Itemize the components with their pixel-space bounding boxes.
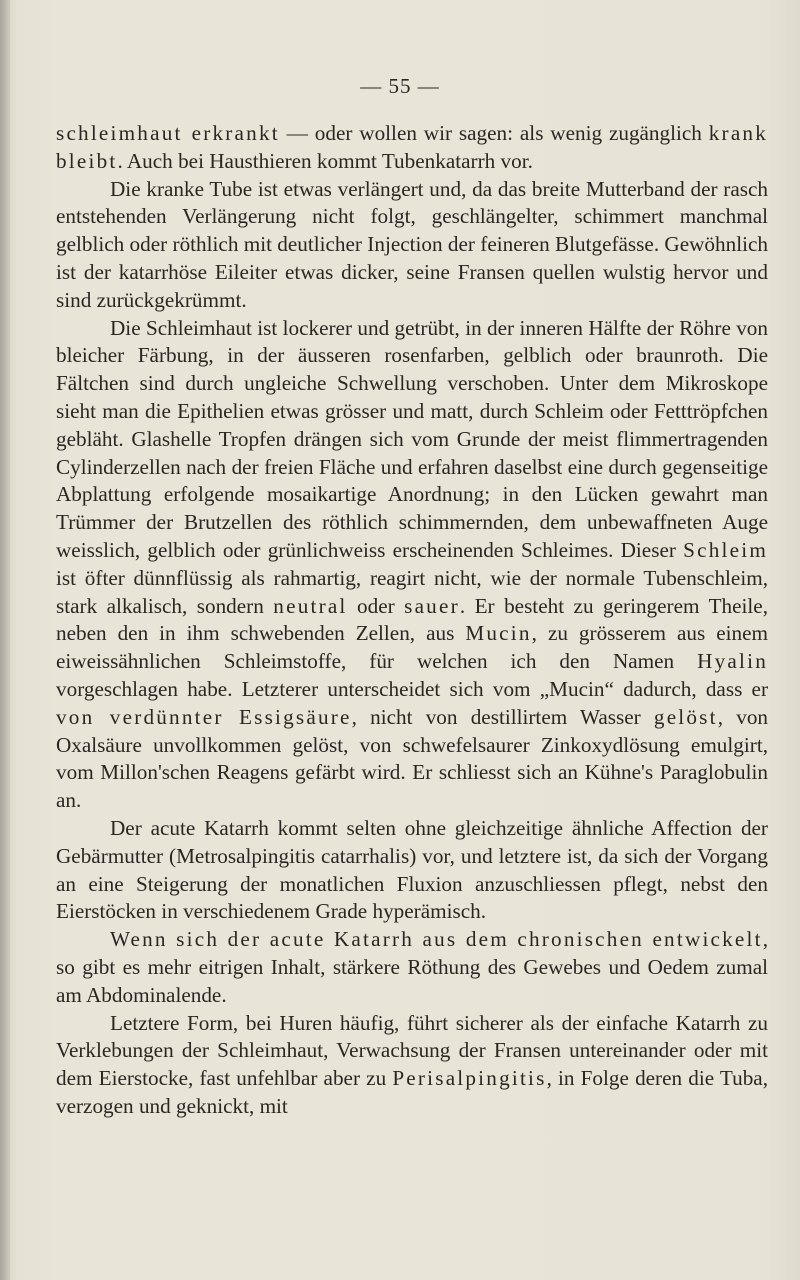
body-text (56, 120, 768, 1121)
emphasized-text: gelöst (653, 704, 718, 729)
text-segment: Der acute Katarrh kommt selten ohne gleichzeitige ähnliche Affection der Gebärmutter (Metrosalpingitis catarrhalis) vor, und letztere ist, da sich der Vorgang an eine Steigerung der monatlichen Fluxion anzuschliessen pflegt, nebst den Eierstöcken in verschiedenem Grade hyperämisch. (56, 815, 768, 924)
text-segment: , so gibt es mehr eitrigen Inhalt, stärkere Röthung des Gewebes und Oedem zumal am Abdominalende. (56, 927, 768, 1007)
emphasized-text: neutral (273, 593, 348, 618)
text-segment: , zu grösserem aus einem eiweissähnlichen Schleimstoffe, für welchen ich den Namen (56, 621, 768, 674)
emphasized-text: von verdünnter Essigsäure (56, 704, 352, 729)
text-segment: ist öfter dünnflüssig als rahmartig, reagirt nicht, wie der normale Tubenschleim, stark alkalisch, sondern (56, 565, 768, 618)
emphasized-text: Perisalpingitis (392, 1066, 547, 1091)
text-segment: Die kranke Tube ist etwas verlängert und, da das breite Mutterband der rasch entstehenden Verlängerung nicht folgt, geschlängelter, schimmert manchmal gelblich oder röthlich mit deutlicher Injection der feineren Blutgefässe. Gewöhnlich ist der katarrhöse Eileiter etwas dicker, seine Fransen quellen wulstig hervor und sind zurückgekrümmt. (56, 176, 768, 312)
text-segment: . Er besteht zu geringerem Theile, neben den in ihm schwebenden Zellen, aus (56, 593, 768, 646)
paragraph (56, 120, 768, 176)
emphasized-text: Hyalin (697, 649, 768, 674)
page-binding-edge (0, 0, 10, 1280)
emphasized-text: Schleim (683, 537, 768, 562)
text-segment: — oder wollen wir sagen: als wenig zugänglich (279, 121, 709, 145)
text-segment: , nicht von destillirtem Wasser (351, 704, 654, 729)
paragraph (56, 176, 768, 315)
page-number: — 55 — (360, 74, 440, 98)
text-segment: Letztere Form, bei Huren häufig, führt sicherer als der einfache Katarrh zu Verklebungen der Schleimhaut, Verwachsung der Fransen untereinander oder mit dem Eierstocke, fast unfehlbar aber zu (56, 1010, 768, 1091)
paragraph (56, 926, 768, 1009)
emphasized-text: schleimhaut erkrankt (56, 121, 280, 145)
paragraph (56, 315, 768, 815)
paragraph (56, 815, 768, 926)
text-segment: , in Folge deren die Tuba, verzogen und geknickt, mit (56, 1066, 769, 1118)
text-segment: vorgeschlagen habe. Letzterer unterscheidet sich vom „Mucin“ dadurch, dass er (56, 676, 768, 701)
emphasized-text: krank bleibt (56, 121, 769, 173)
text-segment: Die Schleimhaut ist lockerer und getrübt, in der inneren Hälfte der Röhre von bleicher Färbung, in der äusseren rosenfarben, gelblich oder braunroth. Die Fältchen sind durch ungleiche Schwellung verschoben. Unter dem Mikroskope sieht man die Epithelien etwas grösser und matt, durch Schleim oder Fetttröpfchen gebläht. Glashelle Tropfen drängen sich vom Grunde der meist flimmertragenden Cylinderzellen nach der freien Fläche und erfahren daselbst eine durch gegenseitige Abplattung erfolgende mosaikartige Anordnung; in den Lücken gewahrt man Trümmer der Brutzellen des röthlich schimmernden, dem unbewaffneten Auge weisslich, gelblich oder grünlichweiss erscheinenden Schleimes. Dieser (56, 315, 768, 562)
text-segment: oder (347, 593, 405, 618)
emphasized-text: sauer (404, 593, 460, 618)
emphasized-text: Wenn sich der acute Katarrh aus dem chronischen entwickelt (110, 927, 763, 952)
paragraph (56, 1010, 768, 1121)
text-segment: . Auch bei Hausthieren kommt Tubenkatarrh vor. (117, 148, 533, 173)
text-segment: , von Oxalsäure unvollkommen gelöst, von schwefelsaurer Zinkoxydlösung emulgirt, vom Millon'schen Reagens gefärbt wird. Er schliesst sich an Kühne's Paraglobulin an. (56, 704, 769, 813)
emphasized-text: Mucin (465, 621, 532, 646)
